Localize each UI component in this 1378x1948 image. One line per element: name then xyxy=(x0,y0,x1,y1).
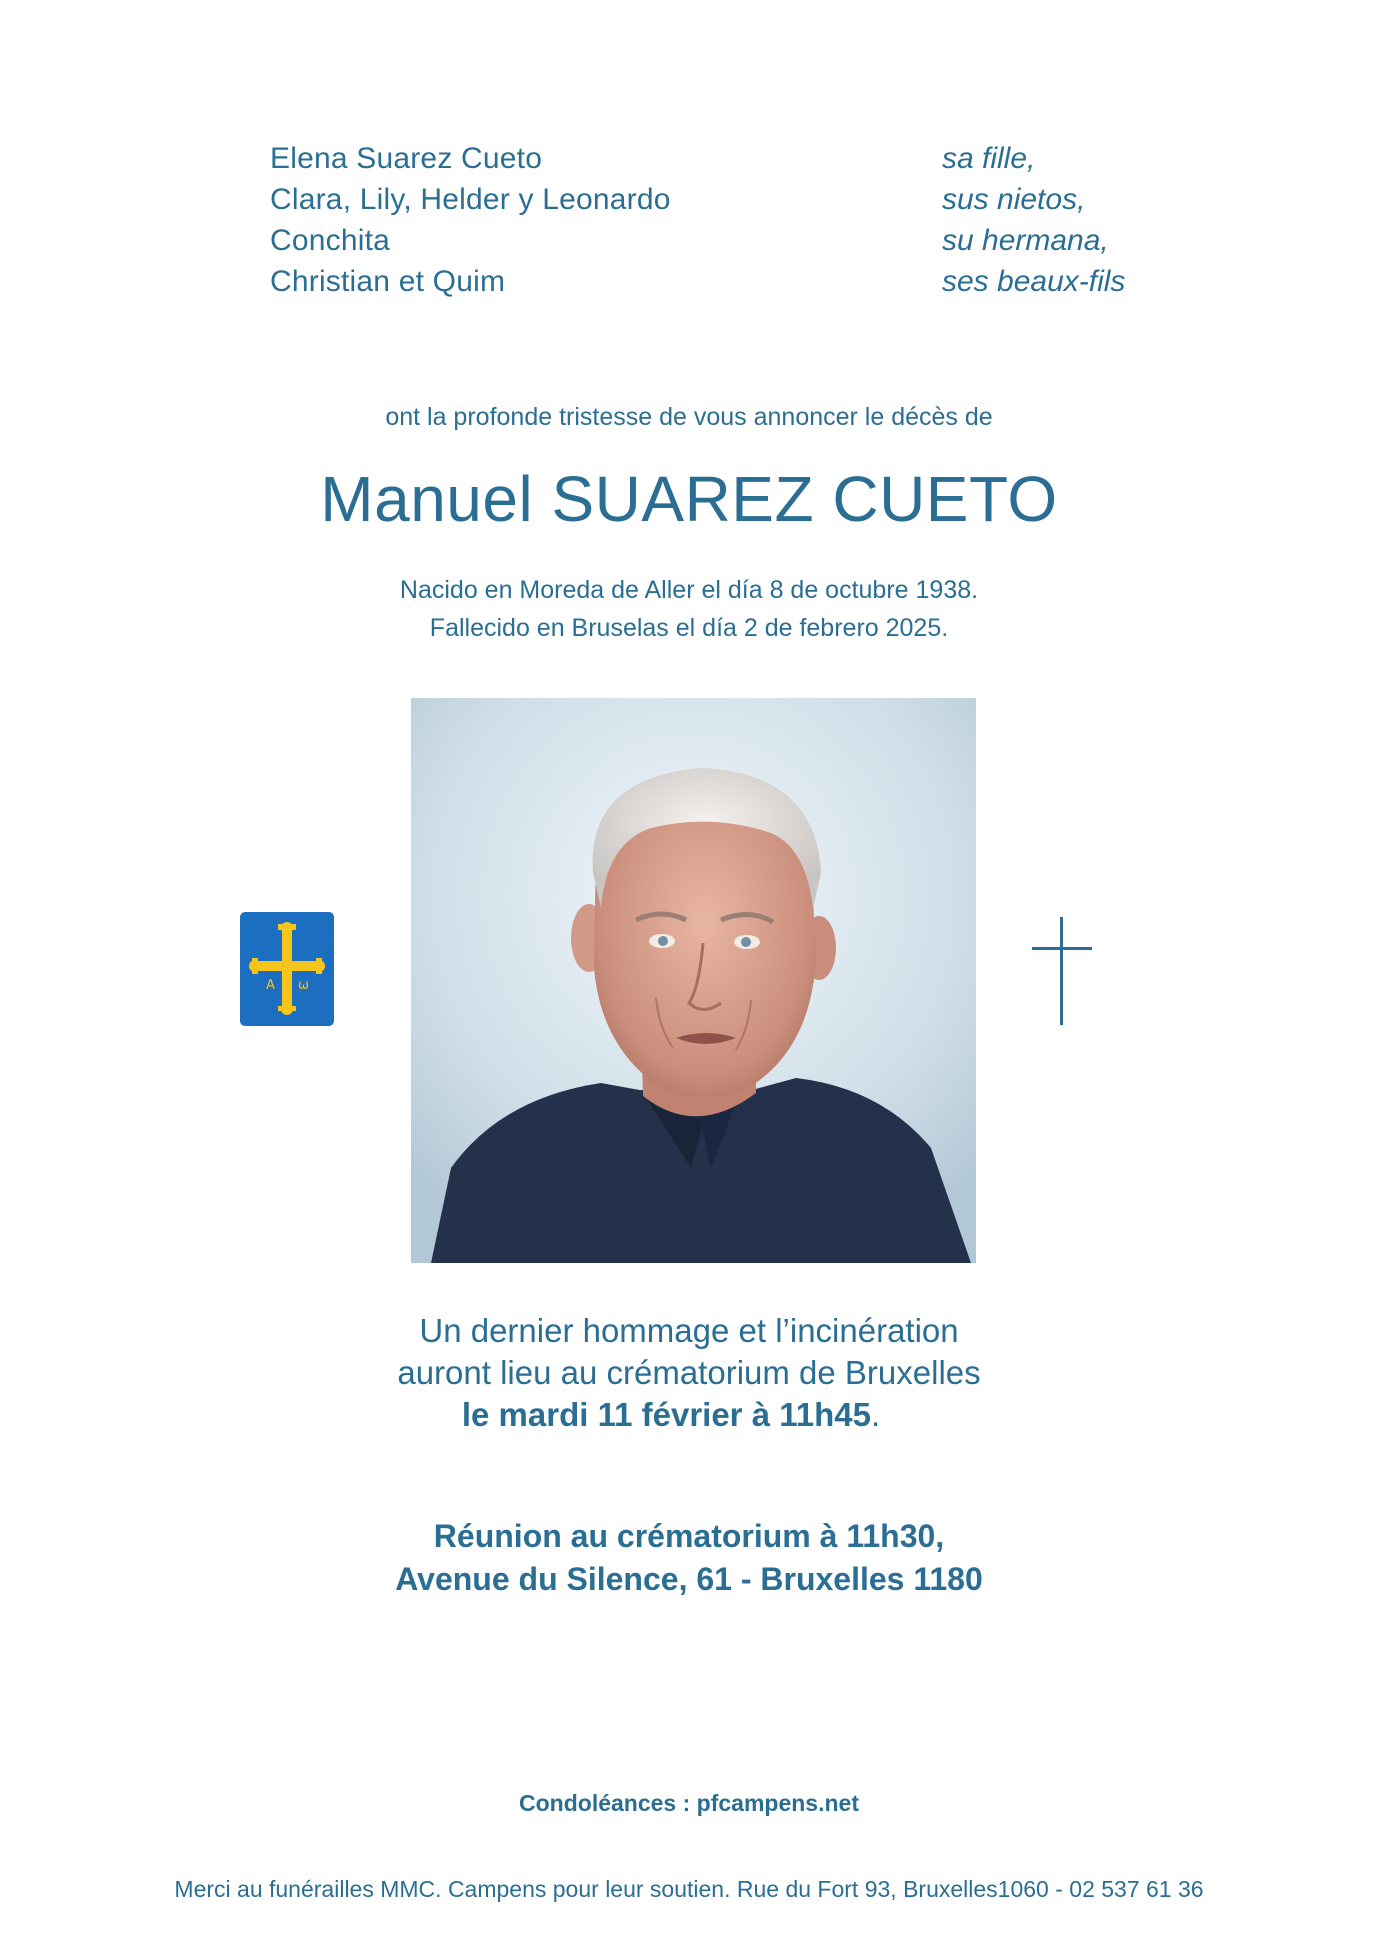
meeting-info xyxy=(0,1515,1378,1601)
portrait-illustration xyxy=(411,698,976,1263)
omega-letter: ω xyxy=(298,978,309,993)
family-member-relation: sa fille, xyxy=(942,142,1036,175)
family-row xyxy=(270,220,1130,261)
announcement-text: ont la profonde tristesse de vous annoncer le décès de xyxy=(385,403,993,431)
family-member-name: Christian et Quim xyxy=(270,265,506,298)
birth-death-dates xyxy=(0,571,1378,647)
family-row xyxy=(270,179,1130,220)
ceremony-line-1: Un dernier hommage et l’incinération xyxy=(419,1312,959,1349)
cross-icon xyxy=(1032,917,1092,1025)
ceremony-date: le mardi 11 février à 11h45 xyxy=(461,1396,871,1433)
thanks-footer: Merci au funérailles MMC. Campens pour leur soutien. Rue du Fort 93, Bruxelles1060 - 02 537 61 36 xyxy=(174,1876,1204,1902)
ceremony-date-line xyxy=(0,1394,1360,1436)
family-member-relation: su hermana, xyxy=(942,224,1109,257)
birth-line: Nacido en Moreda de Aller el día 8 de octubre 1938. xyxy=(399,576,979,604)
ceremony-info xyxy=(0,1310,1378,1436)
condolences-link[interactable]: Condoléances : pfcampens.net xyxy=(519,1790,859,1816)
family-member-relation: ses beaux-fils xyxy=(942,265,1126,298)
ceremony-line-2: auront lieu au crématorium de Bruxelles xyxy=(397,1354,981,1391)
family-member-relation: sus nietos, xyxy=(942,183,1086,216)
meeting-time: Réunion au crématorium à 11h30, xyxy=(433,1518,945,1554)
meeting-address: Avenue du Silence, 61 - Bruxelles 1180 xyxy=(395,1561,983,1597)
family-member-name: Clara, Lily, Helder y Leonardo xyxy=(270,183,671,216)
death-line: Fallecido en Bruselas el día 2 de febrero 2025. xyxy=(429,614,949,642)
family-member-name: Conchita xyxy=(270,224,391,257)
deceased-name: Manuel SUAREZ CUETO xyxy=(320,463,1058,535)
family-row xyxy=(270,261,1130,302)
family-row xyxy=(270,138,1130,179)
asturias-flag-icon xyxy=(240,912,334,1026)
ceremony-date-suffix: . xyxy=(870,1396,881,1433)
victory-cross-icon xyxy=(240,912,334,1026)
portrait-photo xyxy=(411,698,976,1263)
family-list xyxy=(270,138,1130,302)
family-member-name: Elena Suarez Cueto xyxy=(270,142,543,175)
alpha-letter: A xyxy=(266,978,275,993)
